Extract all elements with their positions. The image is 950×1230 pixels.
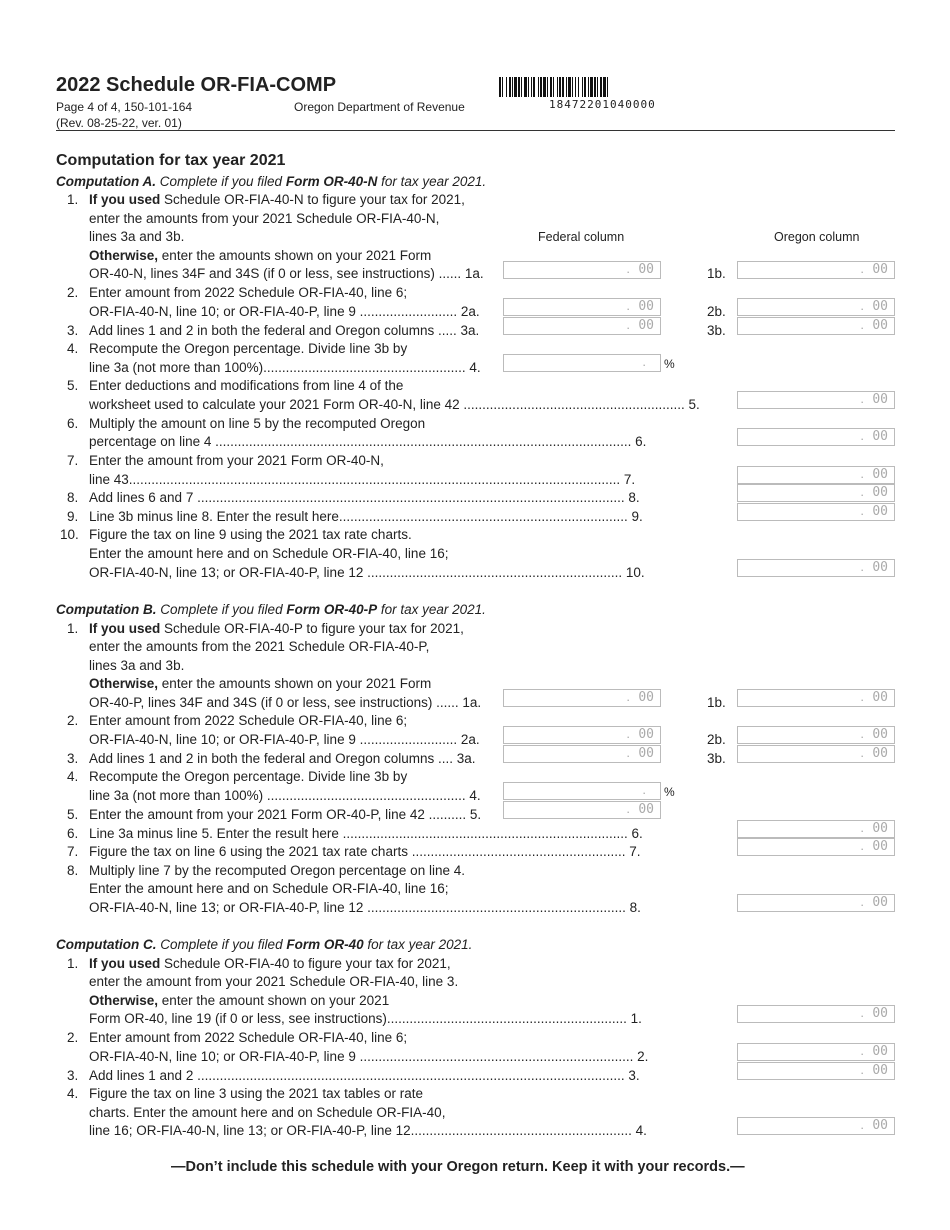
line-number: 8.: [67, 490, 79, 505]
barcode-bar: [603, 77, 606, 97]
line-text: Enter amount from 2022 Schedule OR-FIA-40, line 6;: [89, 1030, 408, 1045]
cents-placeholder: 00: [872, 1118, 888, 1133]
barcode-bar: [533, 77, 535, 97]
barcode-bar: [594, 77, 596, 97]
line-number: 5.: [67, 807, 79, 822]
cents-placeholder: 00: [872, 262, 888, 277]
cents-placeholder: 00: [638, 299, 654, 314]
decimal-point: .: [860, 298, 864, 313]
line-text: OR-40-N, lines 34F and 34S (if 0 or less, see instructions) ...... 1a.: [89, 266, 484, 281]
decimal-point: .: [626, 726, 630, 741]
line-number: 8.: [67, 863, 79, 878]
cents-placeholder: 00: [872, 429, 888, 444]
barcode-number: 18472201040000: [549, 98, 656, 111]
decimal-point: .: [860, 894, 864, 909]
comp-b-line-1a-input[interactable]: [503, 689, 661, 707]
cents-placeholder: 00: [638, 746, 654, 761]
line-text: OR-FIA-40-N, line 10; or OR-FIA-40-P, line 9 .......................... 2a.: [89, 304, 480, 319]
line-number: 9.: [67, 509, 79, 524]
line-text: Enter the amount here and on Schedule OR-FIA-40, line 16;: [89, 881, 449, 896]
line-number: 6.: [67, 826, 79, 841]
barcode-bar: [499, 77, 501, 97]
line-text: Add lines 1 and 2 .................................................................................................................. 3.: [89, 1068, 640, 1083]
decimal-point: .: [860, 820, 864, 835]
comp-b-title: Computation B. Complete if you filed Form OR-40-P for tax year 2021.: [56, 602, 486, 617]
barcode-bar: [509, 77, 511, 97]
comp-a-line-10-input[interactable]: [737, 559, 895, 577]
line-text: OR-FIA-40-N, line 10; or OR-FIA-40-P, line 9 .......................... 2a.: [89, 732, 480, 747]
comp-a-line-5-input[interactable]: [737, 391, 895, 409]
barcode: [499, 77, 711, 97]
comp-b-line-2b-input[interactable]: [737, 726, 895, 744]
decimal-point: .: [860, 689, 864, 704]
line-number: 4.: [67, 769, 79, 784]
line-number: 3.: [67, 323, 79, 338]
decimal-point: .: [626, 745, 630, 760]
line-text: Otherwise, enter the amount shown on your 2021: [89, 993, 390, 1008]
barcode-bar: [538, 77, 539, 97]
line-text: Enter the amount from your 2021 Form OR-40-N,: [89, 453, 384, 468]
decimal-point: .: [860, 317, 864, 332]
line-number: 1.: [67, 192, 79, 207]
barcode-bar: [512, 77, 513, 97]
decimal-point: .: [860, 1062, 864, 1077]
line-text: OR-FIA-40-N, line 13; or OR-FIA-40-P, line 12 ..................................................................... 8.: [89, 900, 641, 915]
decimal-point: .: [860, 726, 864, 741]
decimal-point: .: [626, 689, 630, 704]
cents-placeholder: 00: [872, 1006, 888, 1021]
cents-placeholder: 00: [638, 727, 654, 742]
line-text: If you used Schedule OR-FIA-40 to figure your tax for 2021,: [89, 956, 451, 971]
line-text: Figure the tax on line 9 using the 2021 tax rate charts.: [89, 527, 412, 542]
line-number: 1.: [67, 621, 79, 636]
line-text: charts. Enter the amount here and on Schedule OR-FIA-40,: [89, 1105, 446, 1120]
line-text: OR-FIA-40-N, line 10; or OR-FIA-40-P, line 9 ......................................................................... 2.: [89, 1049, 649, 1064]
barcode-bar: [575, 77, 576, 97]
decimal-point: .: [860, 466, 864, 481]
line-number: 4.: [67, 1086, 79, 1101]
footer-note: —Don’t include this schedule with your Oregon return. Keep it with your records.—: [171, 1159, 745, 1175]
cents-placeholder: 00: [872, 839, 888, 854]
percent-decimal-point: .: [642, 782, 646, 797]
decimal-point: .: [860, 484, 864, 499]
line-text: enter the amount from your 2021 Schedule OR-FIA-40, line 3.: [89, 974, 459, 989]
barcode-bar: [543, 77, 546, 97]
line-text: Recompute the Oregon percentage. Divide line 3b by: [89, 341, 408, 356]
line-label: 2b.: [707, 304, 726, 319]
decimal-point: .: [626, 298, 630, 313]
header-rule: [56, 130, 895, 131]
decimal-point: .: [860, 1043, 864, 1058]
percent-sign: %: [664, 357, 675, 371]
cents-placeholder: 00: [872, 690, 888, 705]
line-text: Otherwise, enter the amounts shown on your 2021 Form: [89, 676, 432, 691]
line-number: 7.: [67, 453, 79, 468]
barcode-bar: [524, 77, 527, 97]
percent-decimal-point: .: [642, 354, 646, 369]
comp-a-line-1a-input[interactable]: [503, 261, 661, 279]
barcode-bar: [531, 77, 532, 97]
barcode-bar: [597, 77, 598, 97]
line-label: 3b.: [707, 323, 726, 338]
decimal-point: .: [860, 391, 864, 406]
line-text: Figure the tax on line 6 using the 2021 tax rate charts ......................................................... 7.: [89, 844, 641, 859]
decimal-point: .: [860, 261, 864, 276]
line-text: Enter amount from 2022 Schedule OR-FIA-40, line 6;: [89, 713, 408, 728]
line-text: line 43................................................................................................................................... 7.: [89, 472, 636, 487]
comp-a-line-8-input[interactable]: [737, 484, 895, 502]
comp-c-title: Computation C. Complete if you filed Form OR-40 for tax year 2021.: [56, 937, 473, 952]
barcode-bar: [557, 77, 558, 97]
oregon-column-header: Oregon column: [774, 230, 860, 244]
line-number: 1.: [67, 956, 79, 971]
line-number: 2.: [67, 1030, 79, 1045]
decimal-point: .: [626, 261, 630, 276]
department-name: Oregon Department of Revenue: [294, 100, 465, 114]
cents-placeholder: 00: [872, 560, 888, 575]
comp-b-line-7-input[interactable]: [737, 838, 895, 856]
line-text: line 16; OR-FIA-40-N, line 13; or OR-FIA-40-P, line 12........................................................... 4.: [89, 1123, 647, 1138]
comp-a-line-2a-input[interactable]: [503, 298, 661, 316]
decimal-point: .: [860, 428, 864, 443]
cents-placeholder: 00: [872, 467, 888, 482]
decimal-point: .: [860, 559, 864, 574]
cents-placeholder: 00: [872, 299, 888, 314]
line-number: 2.: [67, 713, 79, 728]
line-label: 1b.: [707, 266, 726, 281]
barcode-bar: [506, 77, 507, 97]
comp-c-line-3-input[interactable]: [737, 1062, 895, 1080]
line-text: line 3a (not more than 100%) ..................................................... 4.: [89, 788, 481, 803]
comp-c-line-1-input[interactable]: [737, 1005, 895, 1023]
line-number: 2.: [67, 285, 79, 300]
line-text: If you used Schedule OR-FIA-40-N to figure your tax for 2021,: [89, 192, 465, 207]
cents-placeholder: 00: [872, 895, 888, 910]
cents-placeholder: 00: [638, 802, 654, 817]
barcode-bar: [521, 77, 522, 97]
line-text: enter the amounts from the 2021 Schedule OR-FIA-40-P,: [89, 639, 430, 654]
cents-placeholder: 00: [638, 318, 654, 333]
barcode-bar: [547, 77, 548, 97]
line-number: 6.: [67, 416, 79, 431]
barcode-bar: [588, 77, 589, 97]
barcode-bar: [518, 77, 520, 97]
comp-a-line-2b-input[interactable]: [737, 298, 895, 316]
line-text: If you used Schedule OR-FIA-40-P to figure your tax for 2021,: [89, 621, 464, 636]
line-text: lines 3a and 3b.: [89, 658, 185, 673]
section-heading: Computation for tax year 2021: [56, 152, 286, 169]
line-text: Recompute the Oregon percentage. Divide line 3b by: [89, 769, 408, 784]
barcode-bar: [562, 77, 564, 97]
line-number: 3.: [67, 751, 79, 766]
line-text: line 3a (not more than 100%)...................................................... 4.: [89, 360, 481, 375]
cents-placeholder: 00: [872, 504, 888, 519]
barcode-bar: [559, 77, 561, 97]
line-text: Line 3a minus line 5. Enter the result here ............................................................................ 6.: [89, 826, 643, 841]
decimal-point: .: [860, 838, 864, 853]
line-number: 10.: [60, 527, 79, 542]
line-text: Figure the tax on line 3 using the 2021 tax tables or rate: [89, 1086, 423, 1101]
comp-b-line-5-input[interactable]: [503, 801, 661, 819]
comp-b-line-4-input[interactable]: [503, 782, 661, 800]
page-info: Page 4 of 4, 150-101-164: [56, 100, 193, 114]
line-text: OR-40-P, lines 34F and 34S (if 0 or less, see instructions) ...... 1a.: [89, 695, 482, 710]
line-text: Add lines 6 and 7 .................................................................................................................. 8.: [89, 490, 640, 505]
barcode-bar: [514, 77, 517, 97]
decimal-point: .: [626, 317, 630, 332]
federal-column-header: Federal column: [538, 230, 625, 244]
form-title: 2022 Schedule OR-FIA-COMP: [56, 74, 337, 96]
barcode-bar: [600, 77, 602, 97]
line-text: Add lines 1 and 2 in both the federal and Oregon columns .... 3a.: [89, 751, 476, 766]
line-text: Multiply the amount on line 5 by the recomputed Oregon: [89, 416, 426, 431]
cents-placeholder: 00: [872, 318, 888, 333]
barcode-bar: [584, 77, 586, 97]
comp-b-line-6-input[interactable]: [737, 820, 895, 838]
line-text: Line 3b minus line 8. Enter the result here............................................................................. 9.: [89, 509, 643, 524]
comp-a-line-9-input[interactable]: [737, 503, 895, 521]
cents-placeholder: 00: [872, 392, 888, 407]
barcode-bar: [566, 77, 567, 97]
line-text: worksheet used to calculate your 2021 Form OR-40-N, line 42 ........................................................... 5.: [89, 397, 700, 412]
line-label: 1b.: [707, 695, 726, 710]
cents-placeholder: 00: [872, 1044, 888, 1059]
line-text: Enter amount from 2022 Schedule OR-FIA-40, line 6;: [89, 285, 408, 300]
line-text: OR-FIA-40-N, line 13; or OR-FIA-40-P, line 12 .................................................................... 10.: [89, 565, 645, 580]
line-text: Enter the amount from your 2021 Form OR-40-P, line 42 .......... 5.: [89, 807, 482, 822]
comp-a-line-3b-input[interactable]: [737, 317, 895, 335]
comp-a-line-4-input[interactable]: [503, 354, 661, 372]
barcode-bar: [528, 77, 529, 97]
cents-placeholder: 00: [872, 727, 888, 742]
barcode-bar: [607, 77, 608, 97]
comp-b-line-3b-input[interactable]: [737, 745, 895, 763]
barcode-bar: [553, 77, 554, 97]
comp-a-title: Computation A. Complete if you filed Form OR-40-N for tax year 2021.: [56, 174, 487, 189]
comp-b-line-2a-input[interactable]: [503, 726, 661, 744]
cents-placeholder: 00: [638, 690, 654, 705]
decimal-point: .: [860, 745, 864, 760]
cents-placeholder: 00: [872, 485, 888, 500]
line-number: 4.: [67, 341, 79, 356]
line-text: Otherwise, enter the amounts shown on your 2021 Form: [89, 248, 432, 263]
decimal-point: .: [860, 1005, 864, 1020]
decimal-point: .: [626, 801, 630, 816]
cents-placeholder: 00: [638, 262, 654, 277]
line-text: Form OR-40, line 19 (if 0 or less, see instructions)................................................................ 1.: [89, 1011, 642, 1026]
comp-b-line-8-input[interactable]: [737, 894, 895, 912]
comp-b-line-3a-input[interactable]: [503, 745, 661, 763]
line-text: Multiply line 7 by the recomputed Oregon percentage on line 4.: [89, 863, 465, 878]
decimal-point: .: [860, 503, 864, 518]
line-text: percentage on line 4 ............................................................................................................... 6.: [89, 434, 647, 449]
cents-placeholder: 00: [872, 821, 888, 836]
line-number: 3.: [67, 1068, 79, 1083]
line-number: 7.: [67, 844, 79, 859]
comp-a-line-3a-input[interactable]: [503, 317, 661, 335]
barcode-bar: [568, 77, 571, 97]
line-text: lines 3a and 3b.: [89, 229, 185, 244]
barcode-bar: [582, 77, 583, 97]
line-text: enter the amounts from your 2021 Schedule OR-FIA-40-N,: [89, 211, 440, 226]
line-label: 2b.: [707, 732, 726, 747]
barcode-bar: [550, 77, 552, 97]
comp-c-line-2-input[interactable]: [737, 1043, 895, 1061]
barcode-bar: [502, 77, 503, 97]
line-label: 3b.: [707, 751, 726, 766]
cents-placeholder: 00: [872, 1063, 888, 1078]
line-text: Enter deductions and modifications from line 4 of the: [89, 378, 404, 393]
comp-a-line-7-input[interactable]: [737, 466, 895, 484]
cents-placeholder: 00: [872, 746, 888, 761]
line-text: Add lines 1 and 2 in both the federal and Oregon columns ..... 3a.: [89, 323, 480, 338]
line-number: 5.: [67, 378, 79, 393]
barcode-bar: [572, 77, 573, 97]
barcode-bar: [540, 77, 542, 97]
comp-b-line-1b-input[interactable]: [737, 689, 895, 707]
barcode-bar: [578, 77, 579, 97]
comp-c-line-4-input[interactable]: [737, 1117, 895, 1135]
line-text: Enter the amount here and on Schedule OR-FIA-40, line 16;: [89, 546, 449, 561]
percent-sign: %: [664, 785, 675, 799]
revision-info: (Rev. 08-25-22, ver. 01): [56, 116, 182, 130]
comp-a-line-1b-input[interactable]: [737, 261, 895, 279]
comp-a-line-6-input[interactable]: [737, 428, 895, 446]
barcode-bar: [590, 77, 593, 97]
decimal-point: .: [860, 1117, 864, 1132]
